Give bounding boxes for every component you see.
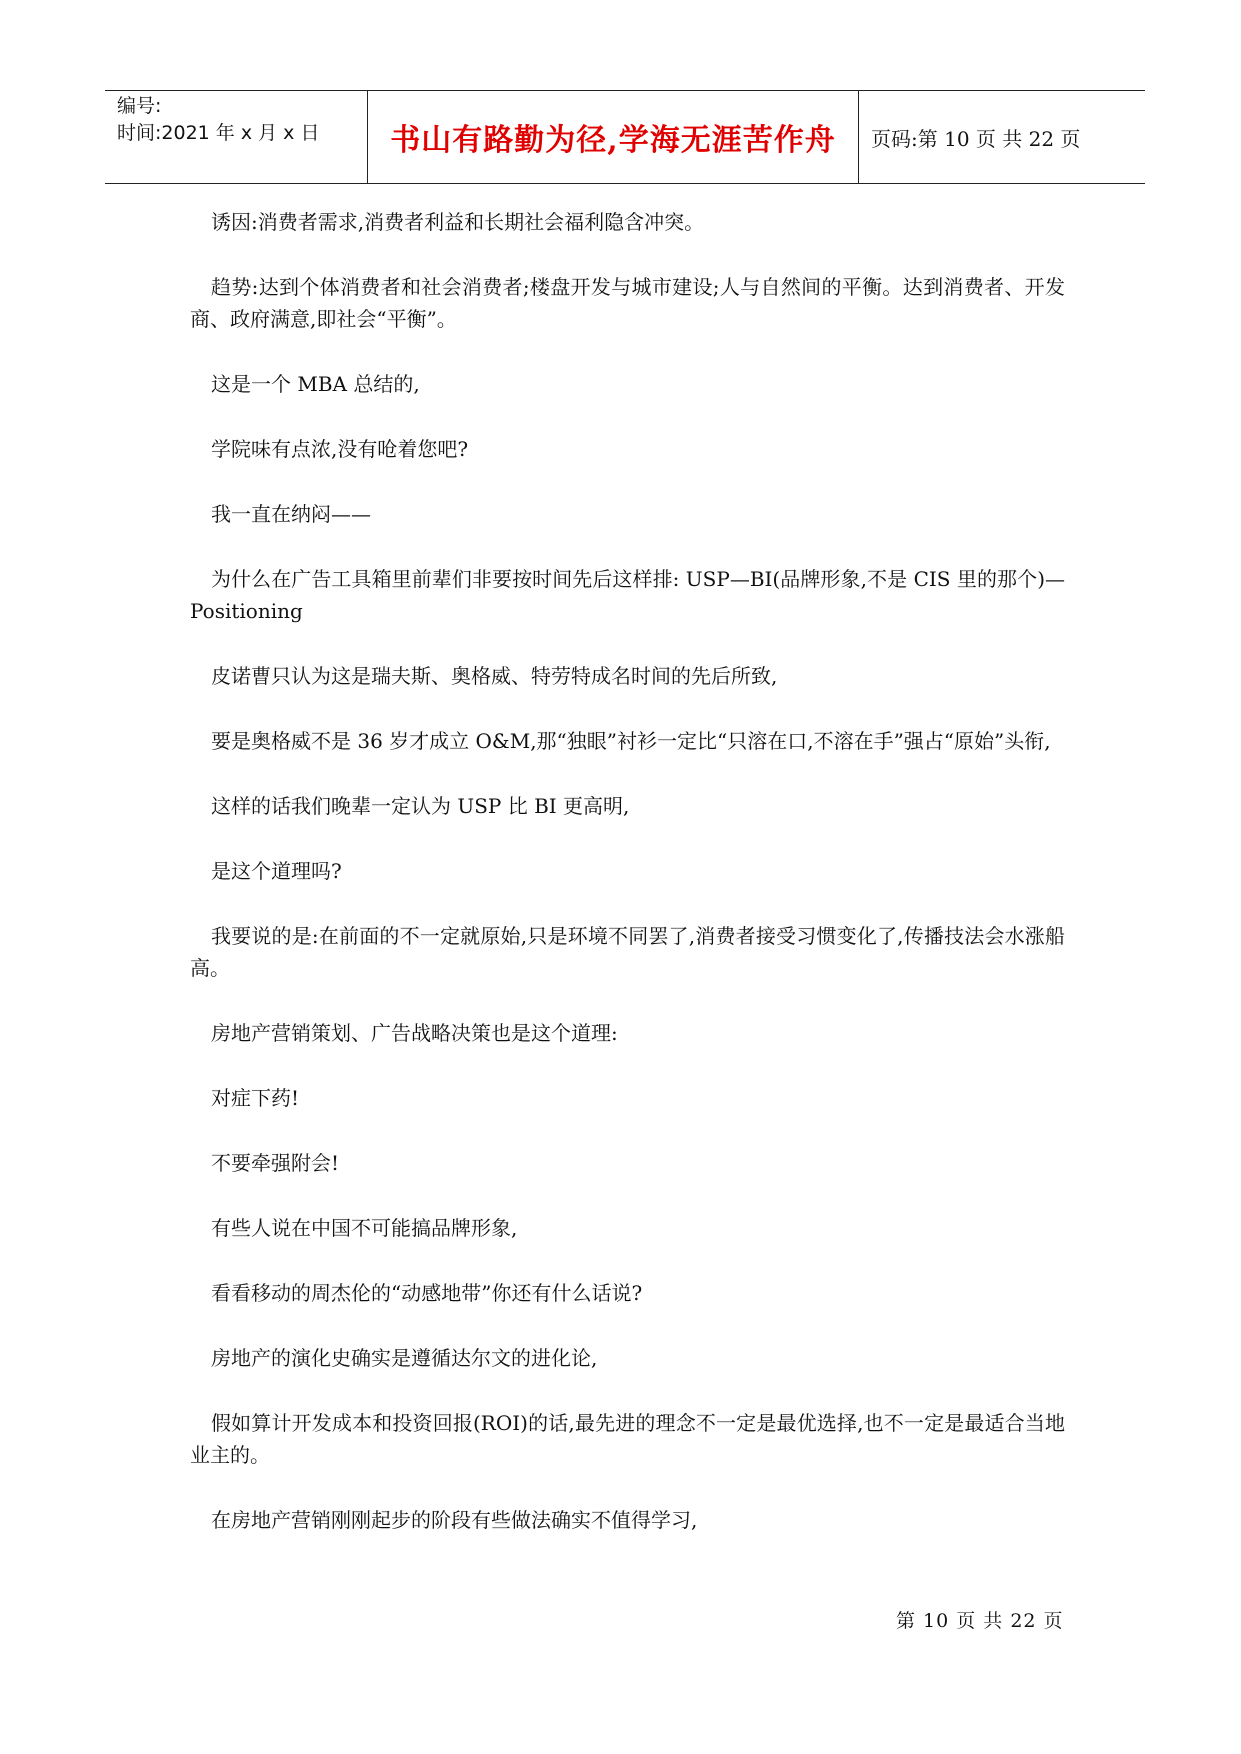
paragraph: 是这个道理吗? — [211, 859, 342, 883]
header-page-info: 页码:第 10 页 共 22 页 — [871, 126, 1081, 151]
paragraph: 诱因:消费者需求,消费者利益和长期社会福利隐含冲突。 — [211, 210, 705, 234]
paragraph: 这是一个 MBA 总结的, — [211, 372, 420, 396]
page-header — [105, 90, 1145, 184]
header-motto: 书山有路勤为径,学海无涯苦作舟 — [368, 91, 859, 183]
paragraph: 假如算计开发成本和投资回报(ROI)的话,最先进的理念不一定是最优选择,也不一定是最适合当地业主的。 — [190, 1411, 1065, 1467]
paragraph: 这样的话我们晚辈一定认为 USP 比 BI 更高明, — [211, 794, 630, 818]
paragraph: 房地产营销策划、广告战略决策也是这个道理: — [211, 1021, 618, 1045]
header-meta — [105, 91, 368, 183]
paragraph: 皮诺曹只认为这是瑞夫斯、奥格威、特劳特成名时间的先后所致, — [211, 664, 778, 688]
paragraph: 趋势:达到个体消费者和社会消费者;楼盘开发与城市建设;人与自然间的平衡。达到消费者、开发商、政府满意,即社会“平衡”。 — [190, 275, 1065, 331]
paragraph: 我一直在纳闷—— — [211, 502, 371, 526]
paragraph: 要是奥格威不是 36 岁才成立 O&M,那“独眼”衬衫一定比“只溶在口,不溶在手”强占“原始”头衔, — [211, 729, 1051, 753]
page-footer: 第 10 页 共 22 页 — [896, 1610, 1064, 1632]
paragraph: 学院味有点浓,没有呛着您吧? — [211, 437, 469, 461]
paragraph: 有些人说在中国不可能搞品牌形象, — [211, 1216, 518, 1240]
document-time-label: 时间:2021 年 x 月 x 日 — [117, 122, 320, 144]
paragraph: 在房地产营销刚刚起步的阶段有些做法确实不值得学习, — [211, 1508, 698, 1532]
paragraph: 为什么在广告工具箱里前辈们非要按时间先后这样排: USP—BI(品牌形象,不是 CIS 里的那个)—Positioning — [190, 567, 1065, 623]
paragraph: 我要说的是:在前面的不一定就原始,只是环境不同罢了,消费者接受习惯变化了,传播技法会水涨船高。 — [190, 924, 1065, 980]
paragraph: 看看移动的周杰伦的“动感地带”你还有什么话说? — [211, 1281, 643, 1305]
paragraph: 房地产的演化史确实是遵循达尔文的进化论, — [211, 1346, 598, 1370]
paragraph: 对症下药! — [211, 1086, 300, 1110]
document-body — [190, 206, 1065, 1569]
paragraph: 不要牵强附会! — [211, 1151, 340, 1175]
document-number-label: 编号: — [117, 95, 162, 117]
